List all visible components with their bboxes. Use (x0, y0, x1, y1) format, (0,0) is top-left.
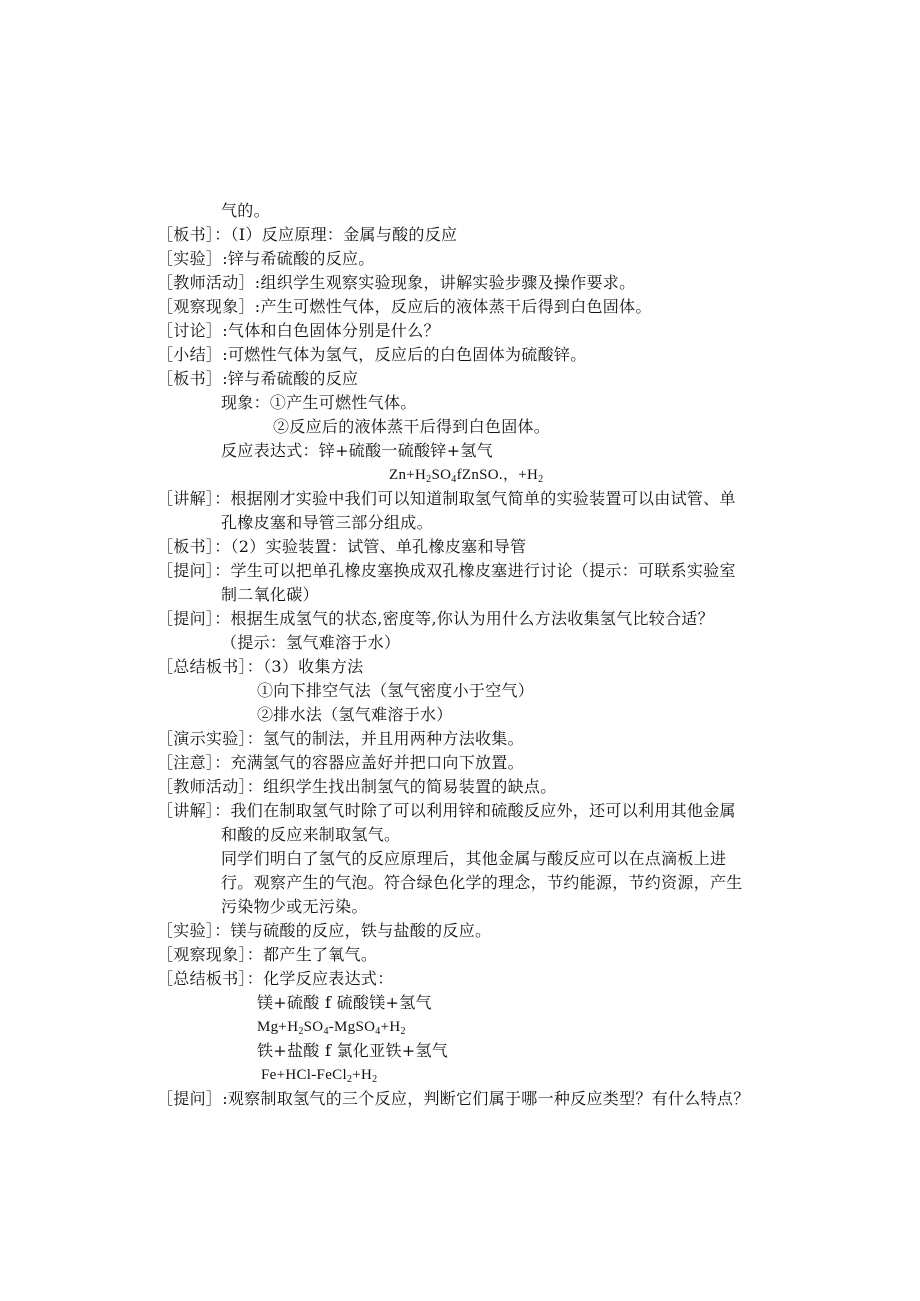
formula-fe: $Fe+HCl-FeCl_2+H_2$ (261, 1067, 378, 1085)
text-line: ［演示实验］：氢气的制法，并且用两种方法收集。 (157, 729, 524, 748)
text-line: 同学们明白了氢气的反应原理后，其他金属与酸反应可以在点滴板上进 (221, 849, 727, 868)
text-line: ②反应后的液体蒸干后得到白色固体。 (273, 417, 551, 436)
text-line: ［教师活动］：组织学生找出制氢气的简易装置的缺点。 (157, 777, 557, 796)
text-line: ［提问］:观察制取氢气的三个反应，判断它们属于哪一种反应类型？有什么特点？ (157, 1089, 750, 1108)
text-line: 和酸的反应来制取氢气。 (221, 825, 401, 844)
text-line: ［讨论］:气体和白色固体分别是什么？ (157, 321, 440, 340)
text-line: ［教师活动］:组织学生观察实验现象，讲解实验步骤及操作要求。 (157, 273, 636, 292)
text-line: ［实验］：镁与硫酸的反应，铁与盐酸的反应。 (157, 921, 492, 940)
text-line: ［讲解］：根据刚才实验中我们可以知道制取氢气简单的实验装置可以由试管、单 (157, 489, 736, 508)
text-line: 镁+硫酸 f 硫酸镁+氢气 (257, 993, 432, 1012)
text-line: ［总结板书］：（3）收集方法 (157, 657, 364, 676)
formula-zn: $Zn+H_2SO_4fZnSO$.，$+H_2$ (389, 467, 544, 485)
text-line: 现象：①产生可燃性气体。 (221, 393, 417, 412)
text-line: ①向下排空气法（氢气密度小于空气） (257, 681, 535, 700)
text-line: 气的。 (221, 201, 270, 220)
text-line: ［板书］:锌与希硫酸的反应 (157, 369, 359, 388)
text-line: ［观察现象］：都产生了氧气。 (157, 945, 378, 964)
text-line: 行。观察产生的气泡。符合绿色化学的理念，节约能源，节约资源，产生 (221, 873, 743, 892)
text-line: ［注意］：充满氢气的容器应盖好并把口向下放置。 (157, 753, 524, 772)
text-line: 制二氧化碳） (221, 585, 319, 604)
text-line: 反应表达式：锌+硫酸一硫酸锌+氢气 (221, 441, 493, 460)
text-line: 孔橡皮塞和导管三部分组成。 (221, 513, 433, 532)
text-line: ［总结板书］：化学反应表达式： (157, 969, 394, 988)
text-line: ［观察现象］:产生可燃性气体，反应后的液体蒸干后得到白色固体。 (157, 297, 652, 316)
text-line: ②排水法（氢气难溶于水） (257, 705, 453, 724)
text-line: ［提问］：学生可以把单孔橡皮塞换成双孔橡皮塞进行讨论（提示：可联系实验室 (157, 561, 736, 580)
text-line: ［提问］：根据生成氢气的状态,密度等,你认为用什么方法收集氢气比较合适？ (157, 609, 714, 628)
text-line: ［小结］:可燃性气体为氢气，反应后的白色固体为硫酸锌。 (157, 345, 587, 364)
text-line: ［板书］：（I）反应原理：金属与酸的反应 (157, 225, 458, 244)
text-line: 铁+盐酸 f 氯化亚铁+氢气 (257, 1041, 449, 1060)
text-line: （提示：氢气难溶于水） (221, 633, 401, 652)
text-line: 污染物少或无污染。 (221, 897, 368, 916)
formula-mg: $Mg+H_2SO_4-MgSO_4+H_2$ (257, 1019, 406, 1037)
text-line: ［讲解］：我们在制取氢气时除了可以利用锌和硫酸反应外，还可以利用其他金属 (157, 801, 736, 820)
text-line: ［板书］：（2）实验装置：试管、单孔橡皮塞和导管 (157, 537, 527, 556)
text-line: ［实验］:锌与希硫酸的反应。 (157, 249, 375, 268)
